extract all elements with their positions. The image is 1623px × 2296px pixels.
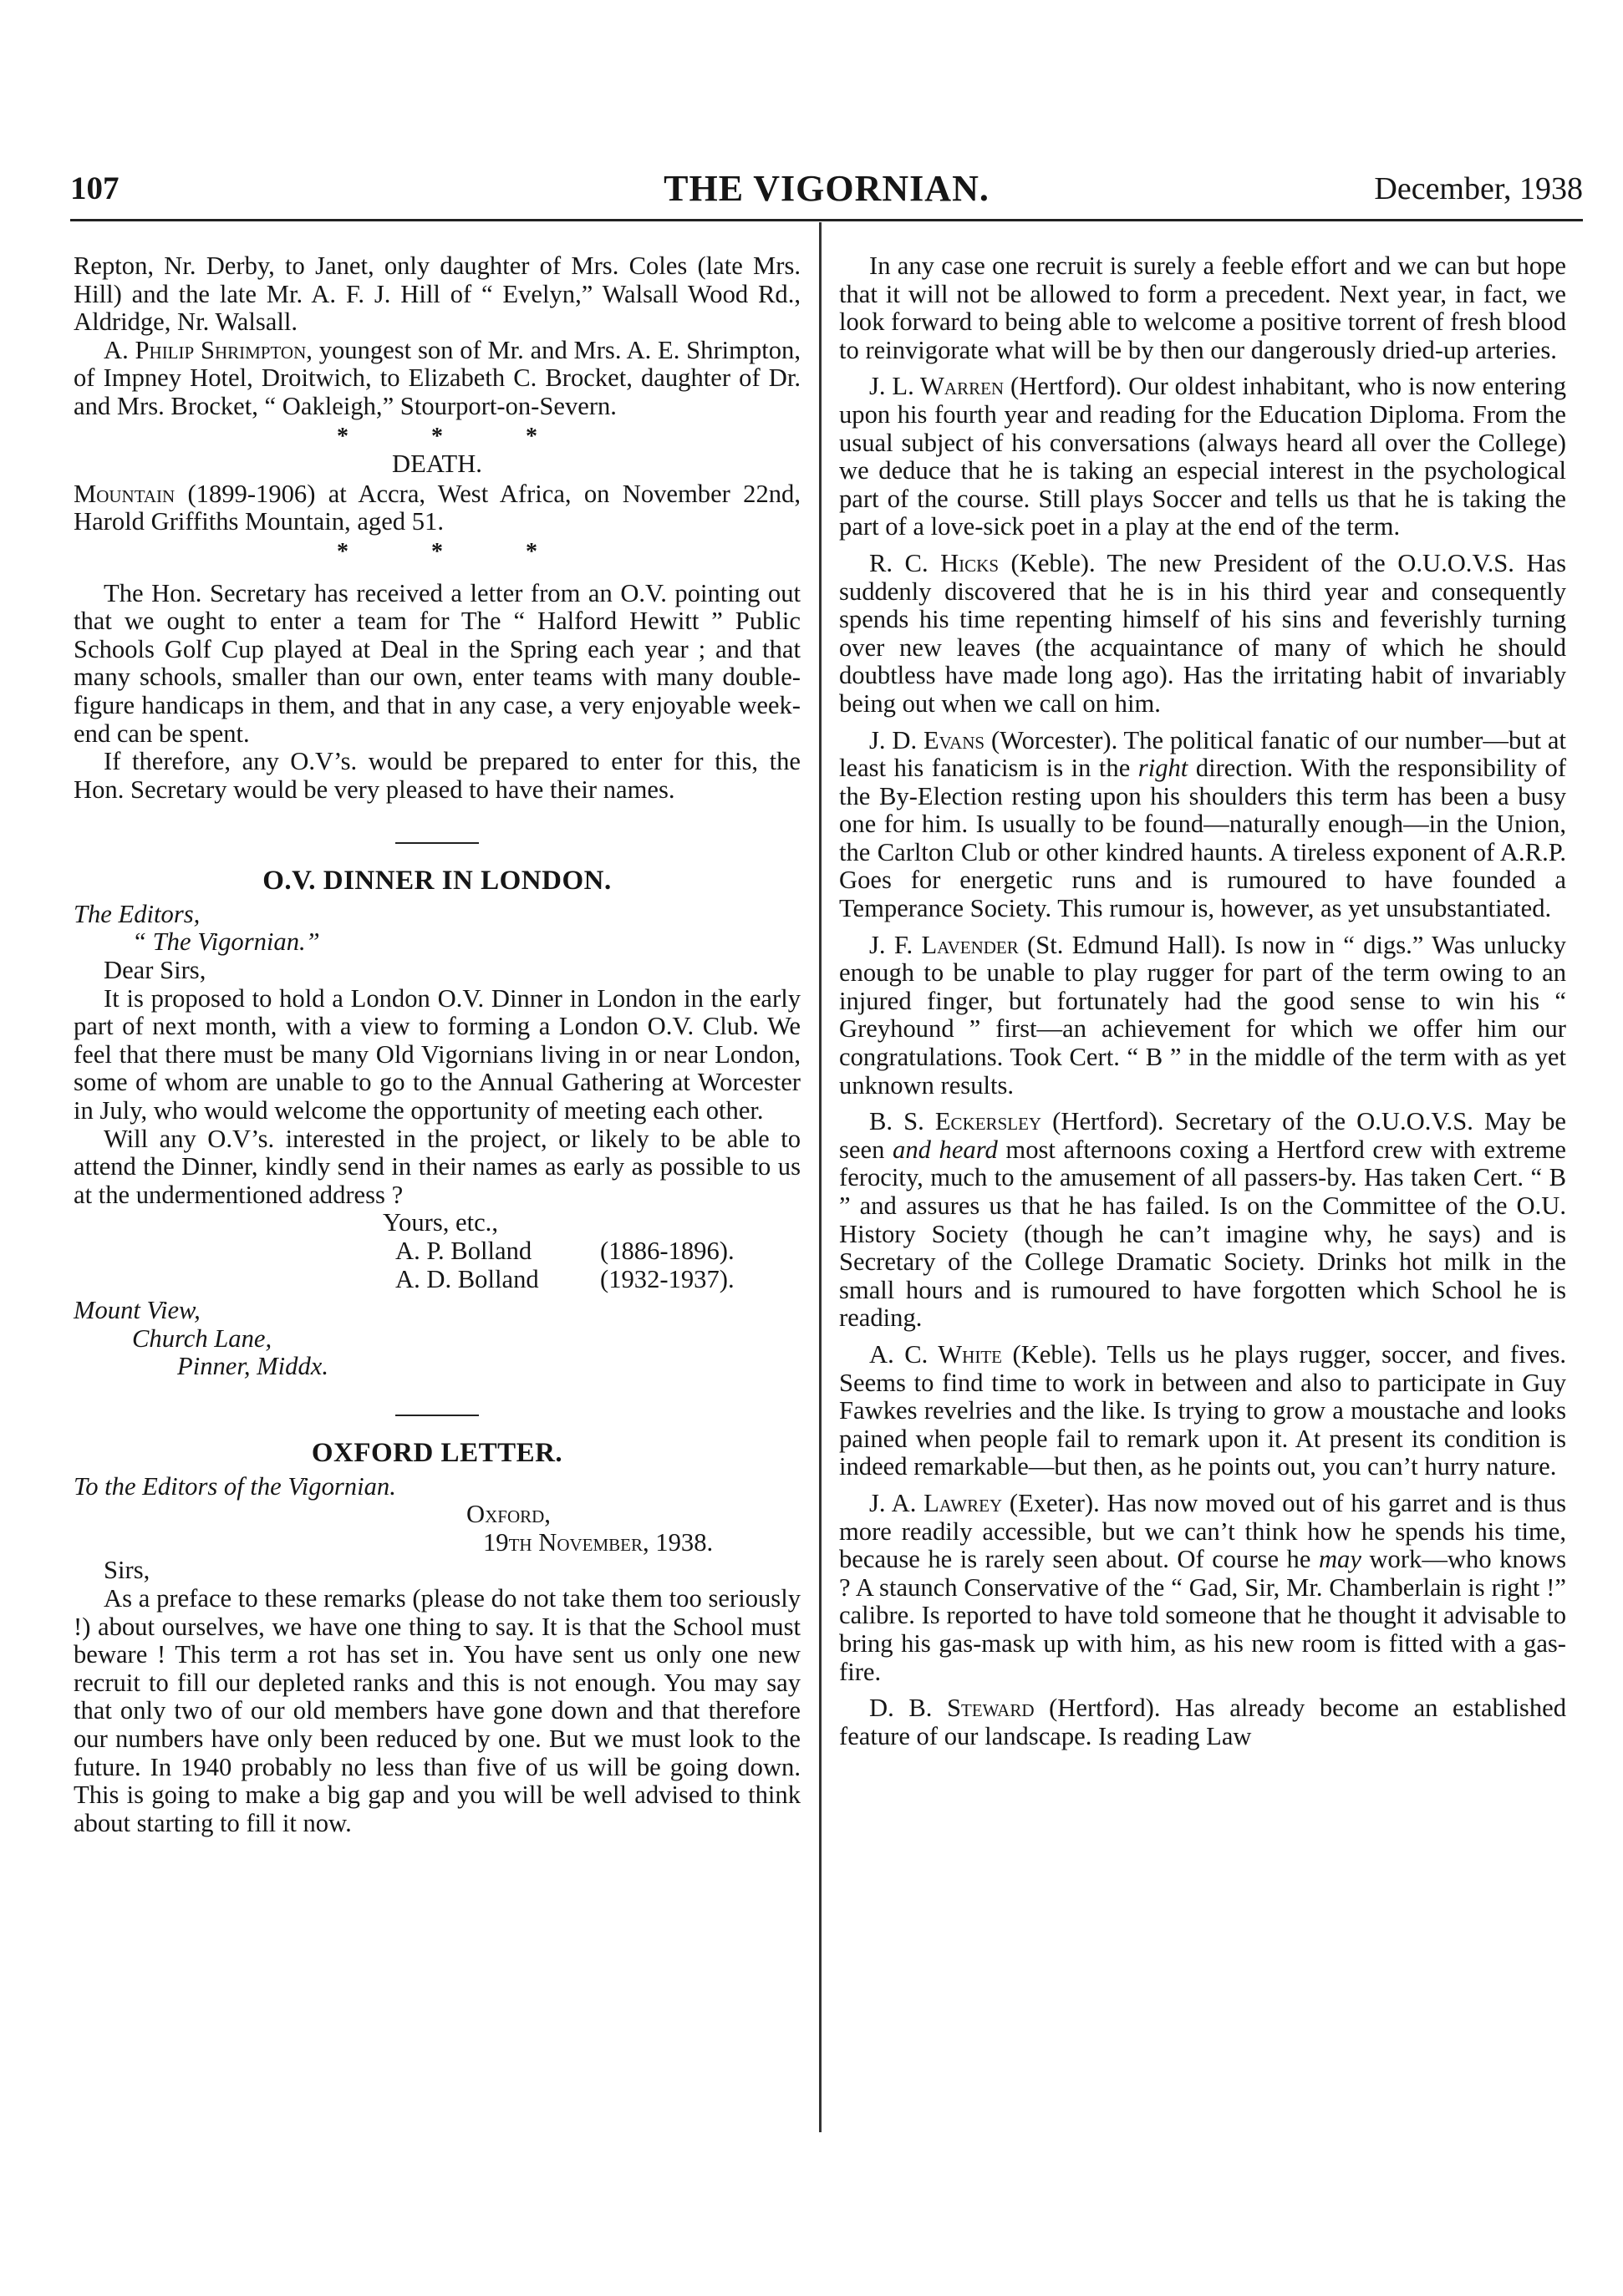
marriage-notice xyxy=(74,337,801,421)
member-text: direction. With the responsibility of the By-Election resting upon his shoulders this term has been a busy one for him. Is usually to be found—naturally enough—in the Union, the Carlton Club or other kindred haunts. A tireless exponent of A.R.P. Goes for energetic runs and is rumoured to have founded a Temperance Society. This rumour is, however, as yet unsubstantiated. xyxy=(839,754,1567,923)
member-text: most afternoons coxing a Hertford crew with extreme ferocity, much to the amusement of all passers-by. Has taken Cert. “ B ” and assures us that he has failed. Is on the Committee of the O.U. History Society (though he can’t imagine why, he says) and is Secretary of the College Dramatic Society. Drinks hot milk in the small hours and is rumoured to have forgotten which School he is reading. xyxy=(839,1135,1566,1333)
member-name: J. D. Evans xyxy=(869,725,985,754)
member-name: D. B. Steward xyxy=(869,1694,1035,1723)
member-entry xyxy=(839,1341,1566,1481)
oxford-paragraph: In any case one recruit is surely a feeble effort and we can but hope that it will not be allowed to form a precedent. Next year, in fact, we look forward to being able to welcome a positive torrent of fresh blood to reinvigorate what will be by then our dangerously dried-up arteries. xyxy=(839,251,1566,364)
oxford-place: Oxford, xyxy=(466,1500,551,1529)
person-name: A. Philip Shrimpton, xyxy=(104,335,313,364)
right-column xyxy=(839,252,1566,1750)
member-text: (Keble). The new President of the O.U.O.V.S. Has suddenly discovered that he is in his third year and consequently spends his time repenting himself of his sins and feverishly turning over new leaves (the acquaintance of many of which he should doubtless have made long ago). Has the irritating habit of invariably being out when we call on him. xyxy=(839,548,1566,718)
signatory-name: A. P. Bolland xyxy=(395,1237,532,1265)
member-entry xyxy=(839,1694,1566,1750)
person-name: Mountain xyxy=(74,479,176,508)
dinner-closing: Yours, etc., xyxy=(383,1208,498,1237)
member-name: J. A. Lawrey xyxy=(869,1488,1003,1517)
signature-line xyxy=(74,1266,801,1294)
emphasis: and heard xyxy=(893,1135,998,1164)
section-separator: * * * xyxy=(337,538,576,565)
left-column xyxy=(74,252,801,1837)
dinner-address: Mount View, xyxy=(74,1296,201,1325)
signatory-years: (1932-1937). xyxy=(600,1264,735,1293)
oxford-date: 19th November, 1938. xyxy=(483,1527,714,1557)
member-name: A. C. White xyxy=(869,1339,1002,1369)
dinner-addressee: The Editors, xyxy=(74,899,201,928)
section-rule xyxy=(395,1415,479,1416)
golf-paragraph: The Hon. Secretary has received a letter from an O.V. pointing out that we ought to enter a team for The “ Halford Hewitt ” Public Schools Golf Cup played at Deal in the Spring each year ; and that many schools, smaller than our own, enter teams with many double-figure handicaps in them, and that in any case, a very enjoyable week-end can be spent. xyxy=(74,578,801,748)
section-rule xyxy=(395,842,479,844)
member-entry xyxy=(839,373,1566,541)
dinner-paragraph: Will any O.V’s. interested in the project, or likely to be able to attend the Dinner, kindly send in their names as early as possible to us at the undermentioned address ? xyxy=(74,1124,801,1209)
column-divider xyxy=(819,222,822,2132)
header-rule xyxy=(70,219,1583,221)
dinner-addressee: “ The Vigornian.” xyxy=(132,927,320,957)
dinner-salutation: Dear Sirs, xyxy=(104,956,206,985)
signature-line xyxy=(74,1237,801,1266)
golf-paragraph: If therefore, any O.V’s. would be prepared to enter for this, the Hon. Secretary would be very pleased to have their names. xyxy=(74,747,801,804)
member-entry xyxy=(839,550,1566,719)
marriage-notice: Repton, Nr. Derby, to Janet, only daughter of Mrs. Coles (late Mrs. Hill) and the late Mr. A. F. J. Hill of “ Evelyn,” Walsall Wood Rd., Aldridge, Nr. Walsall. xyxy=(74,251,801,337)
notice-text: (1899-1906) at Accra, West Africa, on November 22nd, Harold Griffiths Mountain, aged 51. xyxy=(74,479,801,536)
member-text: (Hertford). Has already become an established feature of our landscape. Is reading Law xyxy=(839,1694,1566,1750)
member-entry xyxy=(839,727,1566,923)
oxford-addressee: To the Editors of the Vigornian. xyxy=(74,1471,396,1501)
member-entry xyxy=(839,1108,1566,1333)
member-name: J. L. Warren xyxy=(869,372,1005,401)
emphasis: right xyxy=(1137,754,1188,783)
issue-date: December, 1938 xyxy=(1374,171,1583,206)
dinner-title: O.V. DINNER IN LONDON. xyxy=(262,866,612,897)
member-text: (Keble). Tells us he plays rugger, soccer, and fives. Seems to find time to work in between and also to participate in Guy Fawkes revelries and the like. Is trying to grow a moustache and looks pained when people fail to remark upon it. At present its condition is indeed remarkable—but then, as he points out, you can’t hurry nature. xyxy=(839,1339,1567,1481)
emphasis: may xyxy=(1318,1545,1361,1574)
member-text: (Hertford). Our oldest inhabitant, who is now entering upon his fourth year and reading for the Education Diploma. From the usual subject of his conversations (always heard all over the College) we deduce that he is taking an especial interest in the psychological part of the course. Still plays Soccer and tells us that he is taking the part of a love-sick poet in a play at the end of the term. xyxy=(839,372,1566,541)
oxford-title: OXFORD LETTER. xyxy=(311,1437,563,1468)
dinner-address: Church Lane, xyxy=(132,1323,272,1353)
section-separator: * * * xyxy=(337,423,576,450)
oxford-salutation: Sirs, xyxy=(104,1556,150,1585)
member-text: work—who knows ? A staunch Conservative of the “ Gad, Sir, Mr. Chamberlain is right !” calibre. Is reported to have told someone that he thought it advisable to bring his gas-mask up with him, as his new room is fitted with a gas-fire. xyxy=(839,1545,1567,1686)
member-name: R. C. Hicks xyxy=(869,548,1000,577)
member-text: (Hertford). Secretary of the O.U.O.V.S. May be seen xyxy=(839,1107,1566,1164)
notice-text: youngest son of Mr. and Mrs. A. E. Shrimpton, of Impney Hotel, Droitwich, to Elizabeth C. Brocket, daughter of Dr. and Mrs. Brocket, “ Oakleigh,” Stourport-on-Severn. xyxy=(74,335,801,420)
member-entry xyxy=(839,932,1566,1100)
dinner-address: Pinner, Middx. xyxy=(177,1352,328,1381)
signatory-name: A. D. Bolland xyxy=(395,1264,539,1293)
member-name: B. S. Eckersley xyxy=(869,1107,1042,1136)
oxford-paragraph: As a preface to these remarks (please do not take them too seriously !) about ourselves, we have one thing to say. It is that the School must beware ! This term a rot has set in. You have sent us only one new recruit to fill our depleted ranks and this is not enough. You may say that only two of our old members have gone down and that therefore our numbers have only been reduced by one. But we must look to the future. In 1940 probably no less than five of us will be going down. This is going to make a big gap and you will be well advised to think about starting to fill it now. xyxy=(74,1583,801,1837)
member-text: (Worcester). The political fanatic of our number—but at least his fanaticism is in the xyxy=(839,725,1566,783)
page-header xyxy=(70,164,1583,214)
member-entry xyxy=(839,1490,1566,1686)
death-notice xyxy=(74,480,801,536)
page-number: 107 xyxy=(70,170,120,206)
dinner-paragraph: It is proposed to hold a London O.V. Dinner in London in the early part of next month, with a view to forming a London O.V. Club. We feel that there must be many Old Vigornians living in or near London, some of whom are unable to go to the Annual Gathering at Worcester in July, who would welcome the opportunity of meeting each other. xyxy=(74,983,801,1125)
signatory-years: (1886-1896). xyxy=(600,1237,735,1265)
magazine-title: THE VIGORNIAN. xyxy=(664,168,990,209)
member-name: J. F. Lavender xyxy=(869,930,1019,959)
member-text: (Exeter). Has now moved out of his garret and is thus more readily accessible, but we can’t think how he spends his time, because he is rarely seen about. Of course he xyxy=(839,1488,1566,1574)
death-heading: DEATH. xyxy=(392,450,482,479)
member-text: (St. Edmund Hall). Is now in “ digs.” Was unlucky enough to be unable to play rugger for part of the term owing to an injured finger, but fortunately had the good sense to win his “ Greyhound ” first—an achievement for which we offer him our congratulations. Took Cert. “ B ” in the middle of the term with as yet unknown results. xyxy=(839,930,1566,1100)
